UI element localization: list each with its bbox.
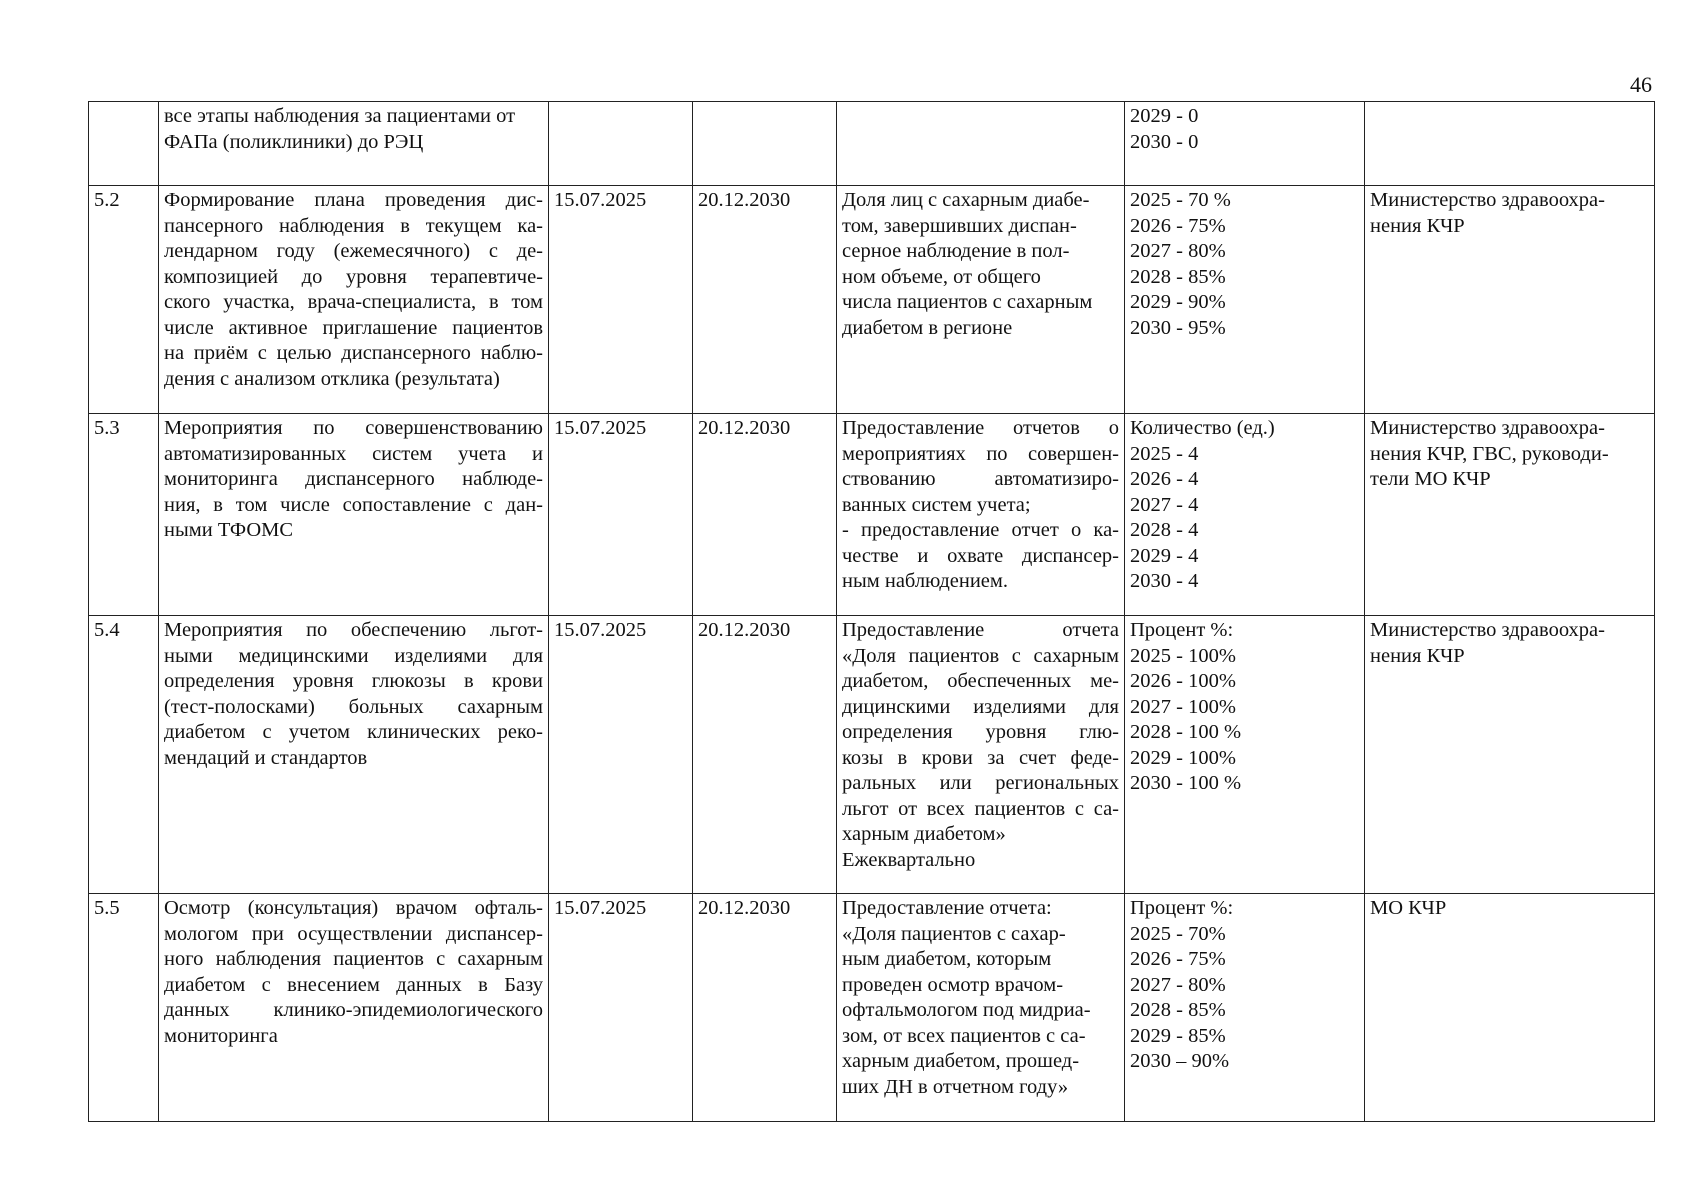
value-line: 2029 - 100% — [1130, 746, 1236, 769]
value-line: 2026 - 100% — [1130, 670, 1236, 692]
activity-line: ния, в том числе сопоставление с дан- — [164, 493, 543, 516]
activity-cell — [159, 894, 549, 1122]
activity-line: Мероприятия по обеспечению льгот- — [164, 619, 543, 641]
value-line: 2029 - 4 — [1130, 544, 1199, 567]
indicator-line: ным наблюдением. — [842, 570, 1009, 592]
value-line: 2026 - 4 — [1130, 468, 1199, 490]
value-line: 2029 - 0 — [1130, 105, 1199, 127]
value-line: 2030 – 90% — [1130, 1050, 1230, 1072]
activity-line: автоматизированных систем учета и — [164, 442, 543, 465]
start-date-cell: 15.07.2025 — [549, 414, 693, 616]
responsible-cell — [1365, 102, 1655, 186]
indicator-line: серное наблюдение в пол- — [842, 240, 1070, 262]
table-row — [89, 616, 1655, 894]
indicator-line: мероприятиях по совершен- — [842, 442, 1119, 465]
end-date-cell: 20.12.2030 — [693, 414, 837, 616]
activity-line: дения с анализом отклика (результата) — [164, 367, 500, 390]
indicator-line: том, завершивших диспан- — [842, 214, 1077, 237]
activity-line: ными ТФОМС — [164, 519, 294, 541]
indicator-line: Предоставление отчетов о — [842, 417, 1119, 439]
activity-line: ФАПа (поликлиники) до РЭЦ — [164, 130, 424, 153]
start-date-cell — [549, 102, 693, 186]
page-number: 46 — [1630, 72, 1652, 97]
value-line: 2026 - 75% — [1130, 214, 1226, 237]
indicator-line: числа пациентов с сахарным — [842, 291, 1093, 313]
start-date-cell: 15.07.2025 — [549, 894, 693, 1122]
value-line: 2025 - 4 — [1130, 442, 1199, 465]
table-row — [89, 894, 1655, 1122]
value-line: Количество (ед.) — [1130, 417, 1275, 439]
activity-line: данных клинико-эпидемиологического — [164, 999, 543, 1021]
activity-line: диабетом с учетом клинических реко- — [164, 721, 543, 743]
activity-line: Мероприятия по совершенствованию — [164, 417, 543, 439]
activity-cell — [159, 102, 549, 186]
indicator-line: диабетом в регионе — [842, 316, 1013, 339]
responsible-cell — [1365, 894, 1655, 1122]
indicator-line: честве и охвате диспансер- — [842, 544, 1119, 567]
start-date-cell: 15.07.2025 — [549, 186, 693, 414]
activity-line: пансерного наблюдения в текущем ка- — [164, 214, 543, 237]
indicator-line: - предоставление отчет о ка- — [842, 519, 1119, 541]
value-line: 2027 - 4 — [1130, 493, 1199, 516]
responsible-line: Министерство здравоохра- — [1370, 189, 1605, 211]
value-line: 2030 - 4 — [1130, 570, 1199, 592]
indicator-line: харным диабетом» — [842, 823, 1006, 845]
responsible-cell — [1365, 414, 1655, 616]
responsible-line: Министерство здравоохра- — [1370, 417, 1605, 439]
indicator-line: диабетом, обеспеченных ме- — [842, 670, 1119, 692]
indicator-cell — [837, 414, 1125, 616]
activity-line: ского участка, врача-специалиста, в том — [164, 291, 543, 313]
activity-line: все этапы наблюдения за пациентами от — [164, 105, 516, 127]
value-line: 2028 - 85% — [1130, 265, 1226, 288]
value-line: 2027 - 80% — [1130, 973, 1226, 996]
value-line: Процент %: — [1130, 897, 1234, 919]
indicator-line: дицинскими изделиями для — [842, 695, 1119, 718]
value-line: 2027 - 100% — [1130, 695, 1236, 718]
indicator-cell — [837, 616, 1125, 894]
indicator-line: харным диабетом, прошед- — [842, 1050, 1080, 1072]
start-date-cell: 15.07.2025 — [549, 616, 693, 894]
table-row — [89, 102, 1655, 186]
values-cell — [1125, 414, 1365, 616]
activity-line: лендарном году (ежемесячного) с де- — [164, 240, 543, 262]
indicator-cell — [837, 186, 1125, 414]
responsible-line: нения КЧР, ГВС, руководи- — [1370, 442, 1609, 465]
end-date-cell: 20.12.2030 — [693, 616, 837, 894]
indicator-line: льгот от всех пациентов с са- — [842, 797, 1119, 820]
activity-line: композицией до уровня терапевтиче- — [164, 265, 543, 288]
activity-line: ными медицинскими изделиями для — [164, 644, 543, 667]
value-line: 2030 - 0 — [1130, 130, 1199, 153]
value-line: 2026 - 75% — [1130, 948, 1226, 970]
value-line: 2029 - 90% — [1130, 291, 1226, 313]
activity-line: Осмотр (консультация) врачом офталь- — [164, 897, 543, 919]
row-number-cell: 5.3 — [89, 414, 159, 616]
activity-cell — [159, 414, 549, 616]
responsible-line: Министерство здравоохра- — [1370, 619, 1605, 641]
value-line: Процент %: — [1130, 619, 1234, 641]
value-line: 2028 - 4 — [1130, 519, 1199, 541]
table-row — [89, 414, 1655, 616]
values-cell — [1125, 186, 1365, 414]
indicator-line: «Доля пациентов с сахар- — [842, 922, 1066, 945]
indicator-line: ших ДН в отчетном году» — [842, 1075, 1069, 1098]
value-line: 2029 - 85% — [1130, 1024, 1226, 1047]
activity-line: на приём с целью диспансерного наблю- — [164, 342, 543, 364]
indicator-line: ванных систем учета; — [842, 493, 1031, 516]
indicator-line: Предоставление отчета — [842, 619, 1119, 641]
value-line: 2027 - 80% — [1130, 240, 1226, 262]
row-number-cell — [89, 102, 159, 186]
responsible-line: нения КЧР — [1370, 214, 1465, 237]
end-date-cell — [693, 102, 837, 186]
responsible-cell — [1365, 186, 1655, 414]
value-line: 2030 - 100 % — [1130, 772, 1242, 794]
indicator-cell — [837, 894, 1125, 1122]
row-number-cell: 5.5 — [89, 894, 159, 1122]
value-line: 2025 - 70 % — [1130, 189, 1231, 211]
indicator-line: «Доля пациентов с сахарным — [842, 644, 1119, 667]
values-cell — [1125, 894, 1365, 1122]
indicator-line: ствованию автоматизиро- — [842, 468, 1119, 490]
plan-table — [88, 101, 1655, 1122]
activity-line: определения уровня глюкозы в крови — [164, 670, 543, 692]
value-line: 2025 - 100% — [1130, 644, 1236, 667]
activity-line: мологом при осуществлении диспансер- — [164, 922, 543, 945]
activity-line: Формирование плана проведения дис- — [164, 189, 543, 211]
responsible-line: тели МО КЧР — [1370, 468, 1491, 490]
table-row — [89, 186, 1655, 414]
value-line: 2025 - 70% — [1130, 922, 1226, 945]
end-date-cell: 20.12.2030 — [693, 186, 837, 414]
activity-line: числе активное приглашение пациентов — [164, 316, 543, 339]
indicator-line: ном объеме, от общего — [842, 265, 1041, 288]
indicator-line: ральных или региональных — [842, 772, 1119, 794]
indicator-line: Предоставление отчета: — [842, 897, 1052, 919]
values-cell — [1125, 616, 1365, 894]
indicator-line: зом, от всех пациентов с са- — [842, 1024, 1086, 1047]
indicator-line: проведен осмотр врачом- — [842, 973, 1064, 996]
responsible-line: МО КЧР — [1370, 897, 1447, 919]
indicator-line: козы в крови за счет феде- — [842, 746, 1119, 769]
indicator-line: определения уровня глю- — [842, 721, 1119, 743]
activity-line: (тест-полосками) больных сахарным — [164, 695, 543, 718]
activity-cell — [159, 186, 549, 414]
indicator-line: ным диабетом, которым — [842, 948, 1052, 970]
value-line: 2030 - 95% — [1130, 316, 1226, 339]
indicator-line: офтальмологом под мидриа- — [842, 999, 1091, 1021]
responsible-cell — [1365, 616, 1655, 894]
activity-line: ного наблюдения пациентов с сахарным — [164, 948, 543, 970]
responsible-line: нения КЧР — [1370, 644, 1465, 667]
row-number-cell: 5.2 — [89, 186, 159, 414]
activity-line: мониторинга — [164, 1024, 278, 1047]
values-cell — [1125, 102, 1365, 186]
indicator-line: Доля лиц с сахарным диабе- — [842, 189, 1090, 211]
end-date-cell: 20.12.2030 — [693, 894, 837, 1122]
activity-cell — [159, 616, 549, 894]
activity-line: мендаций и стандартов — [164, 746, 368, 769]
value-line: 2028 - 100 % — [1130, 721, 1242, 743]
activity-line: мониторинга диспансерного наблюде- — [164, 468, 543, 490]
indicator-cell — [837, 102, 1125, 186]
indicator-line: Ежеквартально — [842, 848, 976, 871]
value-line: 2028 - 85% — [1130, 999, 1226, 1021]
activity-line: диабетом с внесением данных в Базу — [164, 973, 543, 996]
row-number-cell: 5.4 — [89, 616, 159, 894]
